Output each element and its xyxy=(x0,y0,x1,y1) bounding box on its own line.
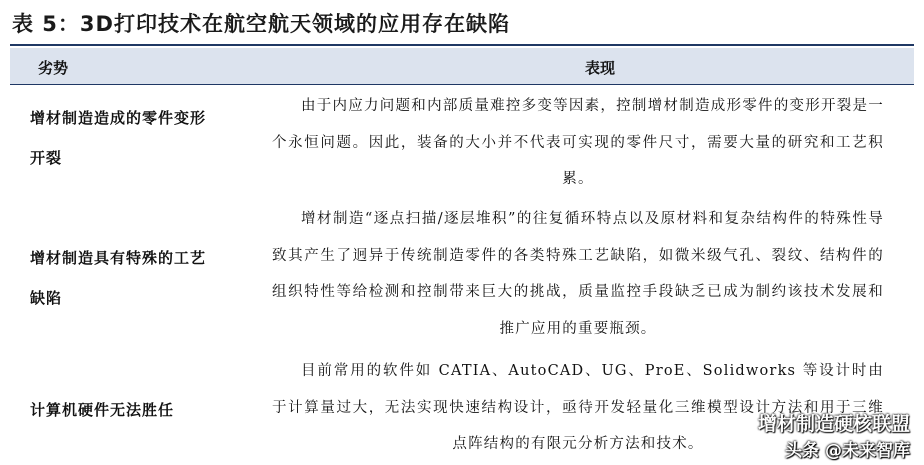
row-label-hardware xyxy=(30,390,245,430)
table-title: 表 5：3D打印技术在航空航天领域的应用存在缺陷 xyxy=(12,12,510,36)
row-paragraph: 由于内应力问题和内部质量难控多变等因素，控制增材制造成形零件的变形开裂是一个永恒问题。因此，装备的大小并不代表可实现的零件尺寸，需要大量的研究和工艺积累。 xyxy=(272,98,884,187)
row-label-line: 计算机硬件无法胜任 xyxy=(30,401,175,419)
row-label-deformation xyxy=(30,98,245,178)
row-paragraph: 增材制造“逐点扫描/逐层堆积”的往复循环特点以及原材料和复杂结构件的特殊性导致其产生了迥异于传统制造零件的各类特殊工艺缺陷，如微米级气孔、裂纹、结构件的组织特性等给检测和控制带来巨大的挑战，质量监控手段缺乏已成为制约该技术发展和推广应用的重要瓶颈。 xyxy=(272,211,884,337)
row-label-line: 增材制造具有特殊的工艺 xyxy=(30,249,207,267)
table-header xyxy=(10,48,914,84)
header-manifestation: 表现 xyxy=(585,59,616,77)
row-label-line: 缺陷 xyxy=(30,289,63,307)
watermark-line-2: 头条 @未来智库 xyxy=(785,441,910,461)
top-rule xyxy=(10,44,914,46)
row-text-deformation xyxy=(272,88,884,198)
row-label-line: 开裂 xyxy=(30,149,63,167)
row-label-line: 增材制造造成的零件变形 xyxy=(30,109,207,127)
row-text-process-defects xyxy=(272,201,884,347)
row-paragraph: 目前常用的软件如 CATIA、AutoCAD、UG、ProE、Solidworks 等设计时由于计算量过大，无法实现快速结构设计，亟待开发轻量化三维模型设计方法和用于三维点阵结构的有限元分析方法和技术。 xyxy=(272,363,884,452)
watermark-line-1: 增材制造硬核联盟 xyxy=(757,413,910,435)
header-disadvantage: 劣势 xyxy=(38,59,69,77)
header-rule xyxy=(10,84,914,85)
watermark xyxy=(758,409,910,461)
row-label-process-defects xyxy=(30,238,245,318)
